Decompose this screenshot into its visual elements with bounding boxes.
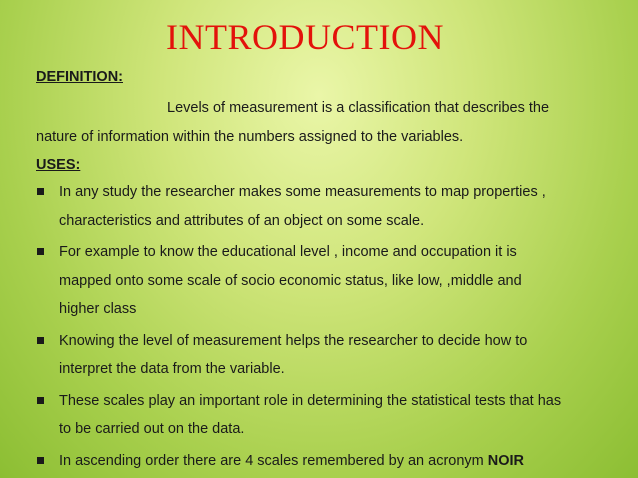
definition-heading: DEFINITION: xyxy=(36,69,123,85)
bullet-line: mapped onto some scale of socio economic status, like low, ,middle and xyxy=(59,272,522,289)
list-item xyxy=(36,447,626,476)
square-bullet-icon xyxy=(37,248,44,255)
bullet-line-with-emphasis xyxy=(59,447,626,476)
bullet-line: In any study the researcher makes some measurements to map properties , xyxy=(59,184,546,200)
square-bullet-icon xyxy=(37,337,44,344)
definition-line-2: nature of information within the numbers assigned to the variables. xyxy=(36,129,464,145)
definition-text xyxy=(36,94,616,152)
slide-title: INTRODUCTION xyxy=(166,17,444,57)
square-bullet-icon xyxy=(37,188,44,195)
square-bullet-icon xyxy=(37,397,44,404)
uses-heading: USES: xyxy=(36,157,81,173)
bullet-line: to be carried out on the data. xyxy=(59,421,245,437)
list-item xyxy=(36,387,626,444)
definition-line-1: Levels of measurement is a classification that describes the xyxy=(167,100,550,116)
bullet-line: higher class xyxy=(59,301,137,317)
list-item xyxy=(36,327,626,384)
bullet-line: For example to know the educational level , income and occupation it is xyxy=(59,244,517,260)
bullet-line: characteristics and attributes of an object on some scale. xyxy=(59,212,425,229)
square-bullet-icon xyxy=(37,457,44,464)
bullet-line: Knowing the level of measurement helps the researcher to decide how to xyxy=(59,332,528,349)
bullet-line: These scales play an important role in determining the statistical tests that has xyxy=(59,392,562,409)
acronym-noir: NOIR xyxy=(487,452,525,469)
bullet-line: interpret the data from the variable. xyxy=(59,361,285,377)
list-item xyxy=(36,178,626,235)
bullet-text: In ascending order there are 4 scales remembered by an acronym xyxy=(59,452,484,469)
uses-list xyxy=(36,178,626,478)
list-item xyxy=(36,238,626,324)
